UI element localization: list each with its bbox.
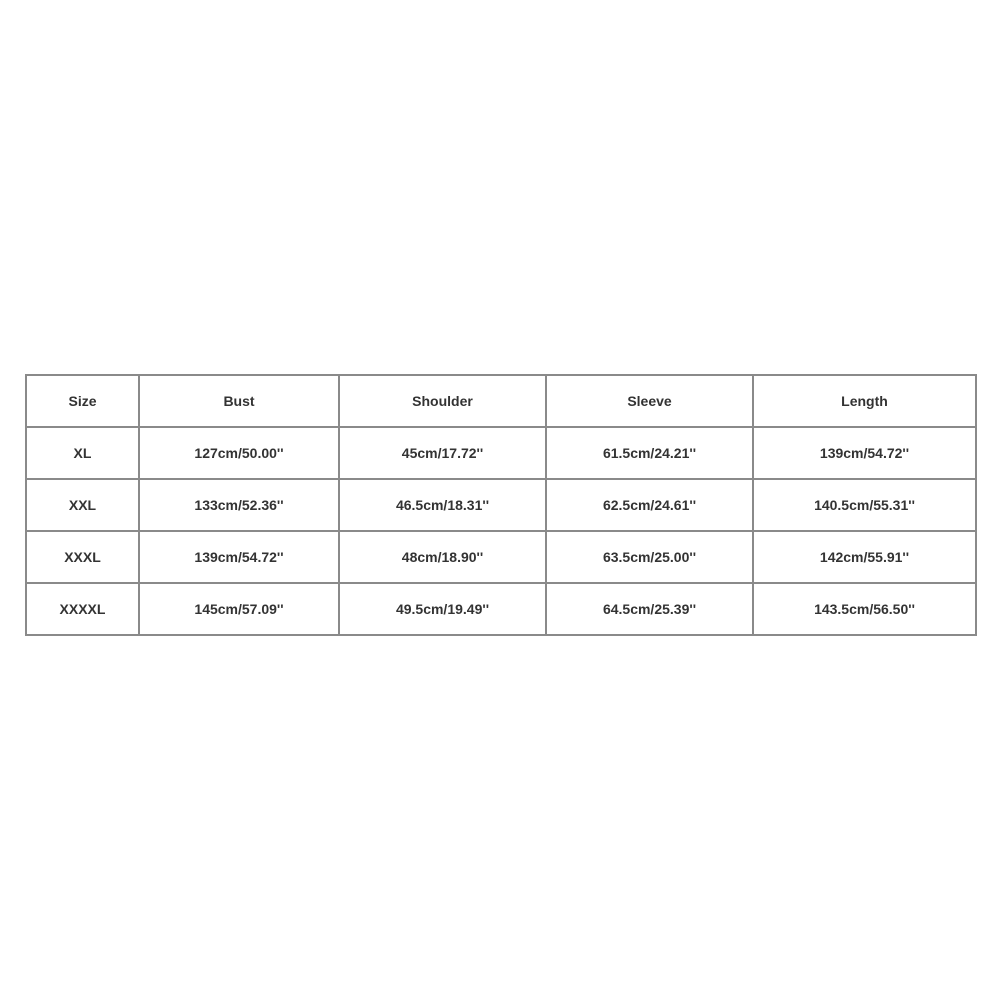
- cell-size: XXL: [26, 479, 139, 531]
- cell-shoulder: 49.5cm/19.49'': [339, 583, 546, 635]
- table-row: [26, 479, 976, 531]
- header-sleeve: Sleeve: [546, 375, 753, 427]
- cell-size: XXXL: [26, 531, 139, 583]
- cell-shoulder: 48cm/18.90'': [339, 531, 546, 583]
- cell-length: 139cm/54.72'': [753, 427, 976, 479]
- header-row: [26, 375, 976, 427]
- table-row: [26, 427, 976, 479]
- cell-length: 142cm/55.91'': [753, 531, 976, 583]
- cell-size: XXXXL: [26, 583, 139, 635]
- cell-length: 143.5cm/56.50'': [753, 583, 976, 635]
- cell-bust: 127cm/50.00'': [139, 427, 339, 479]
- cell-sleeve: 64.5cm/25.39'': [546, 583, 753, 635]
- table-row: [26, 583, 976, 635]
- cell-bust: 133cm/52.36'': [139, 479, 339, 531]
- cell-shoulder: 46.5cm/18.31'': [339, 479, 546, 531]
- cell-bust: 139cm/54.72'': [139, 531, 339, 583]
- cell-length: 140.5cm/55.31'': [753, 479, 976, 531]
- header-shoulder: Shoulder: [339, 375, 546, 427]
- cell-sleeve: 61.5cm/24.21'': [546, 427, 753, 479]
- header-size: Size: [26, 375, 139, 427]
- header-length: Length: [753, 375, 976, 427]
- header-bust: Bust: [139, 375, 339, 427]
- cell-size: XL: [26, 427, 139, 479]
- cell-sleeve: 62.5cm/24.61'': [546, 479, 753, 531]
- cell-shoulder: 45cm/17.72'': [339, 427, 546, 479]
- size-chart-table: [25, 374, 977, 636]
- cell-sleeve: 63.5cm/25.00'': [546, 531, 753, 583]
- table-row: [26, 531, 976, 583]
- cell-bust: 145cm/57.09'': [139, 583, 339, 635]
